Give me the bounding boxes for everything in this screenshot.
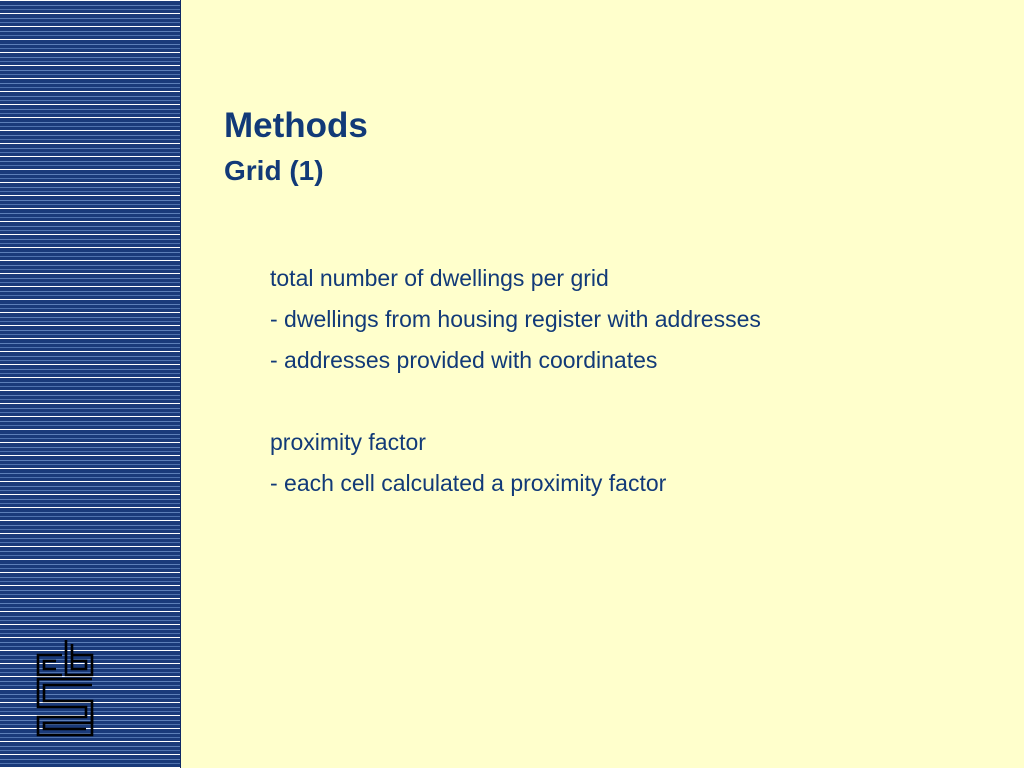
slide-title: Methods: [224, 106, 368, 145]
slide-body: [270, 262, 761, 508]
bullet-item: - addresses provided with coordinates: [270, 347, 658, 373]
slide-subtitle: Grid (1): [224, 155, 324, 186]
dwellings-heading: total number of dwellings per grid: [270, 265, 609, 291]
striped-sidebar: [0, 0, 181, 768]
bullet-item: - each cell calculated a proximity factor: [270, 470, 667, 496]
spacer: [270, 385, 761, 426]
cbs-logo-icon: [34, 638, 96, 738]
proximity-heading: proximity factor: [270, 429, 426, 455]
bullet-item: - dwellings from housing register with addresses: [270, 306, 761, 332]
